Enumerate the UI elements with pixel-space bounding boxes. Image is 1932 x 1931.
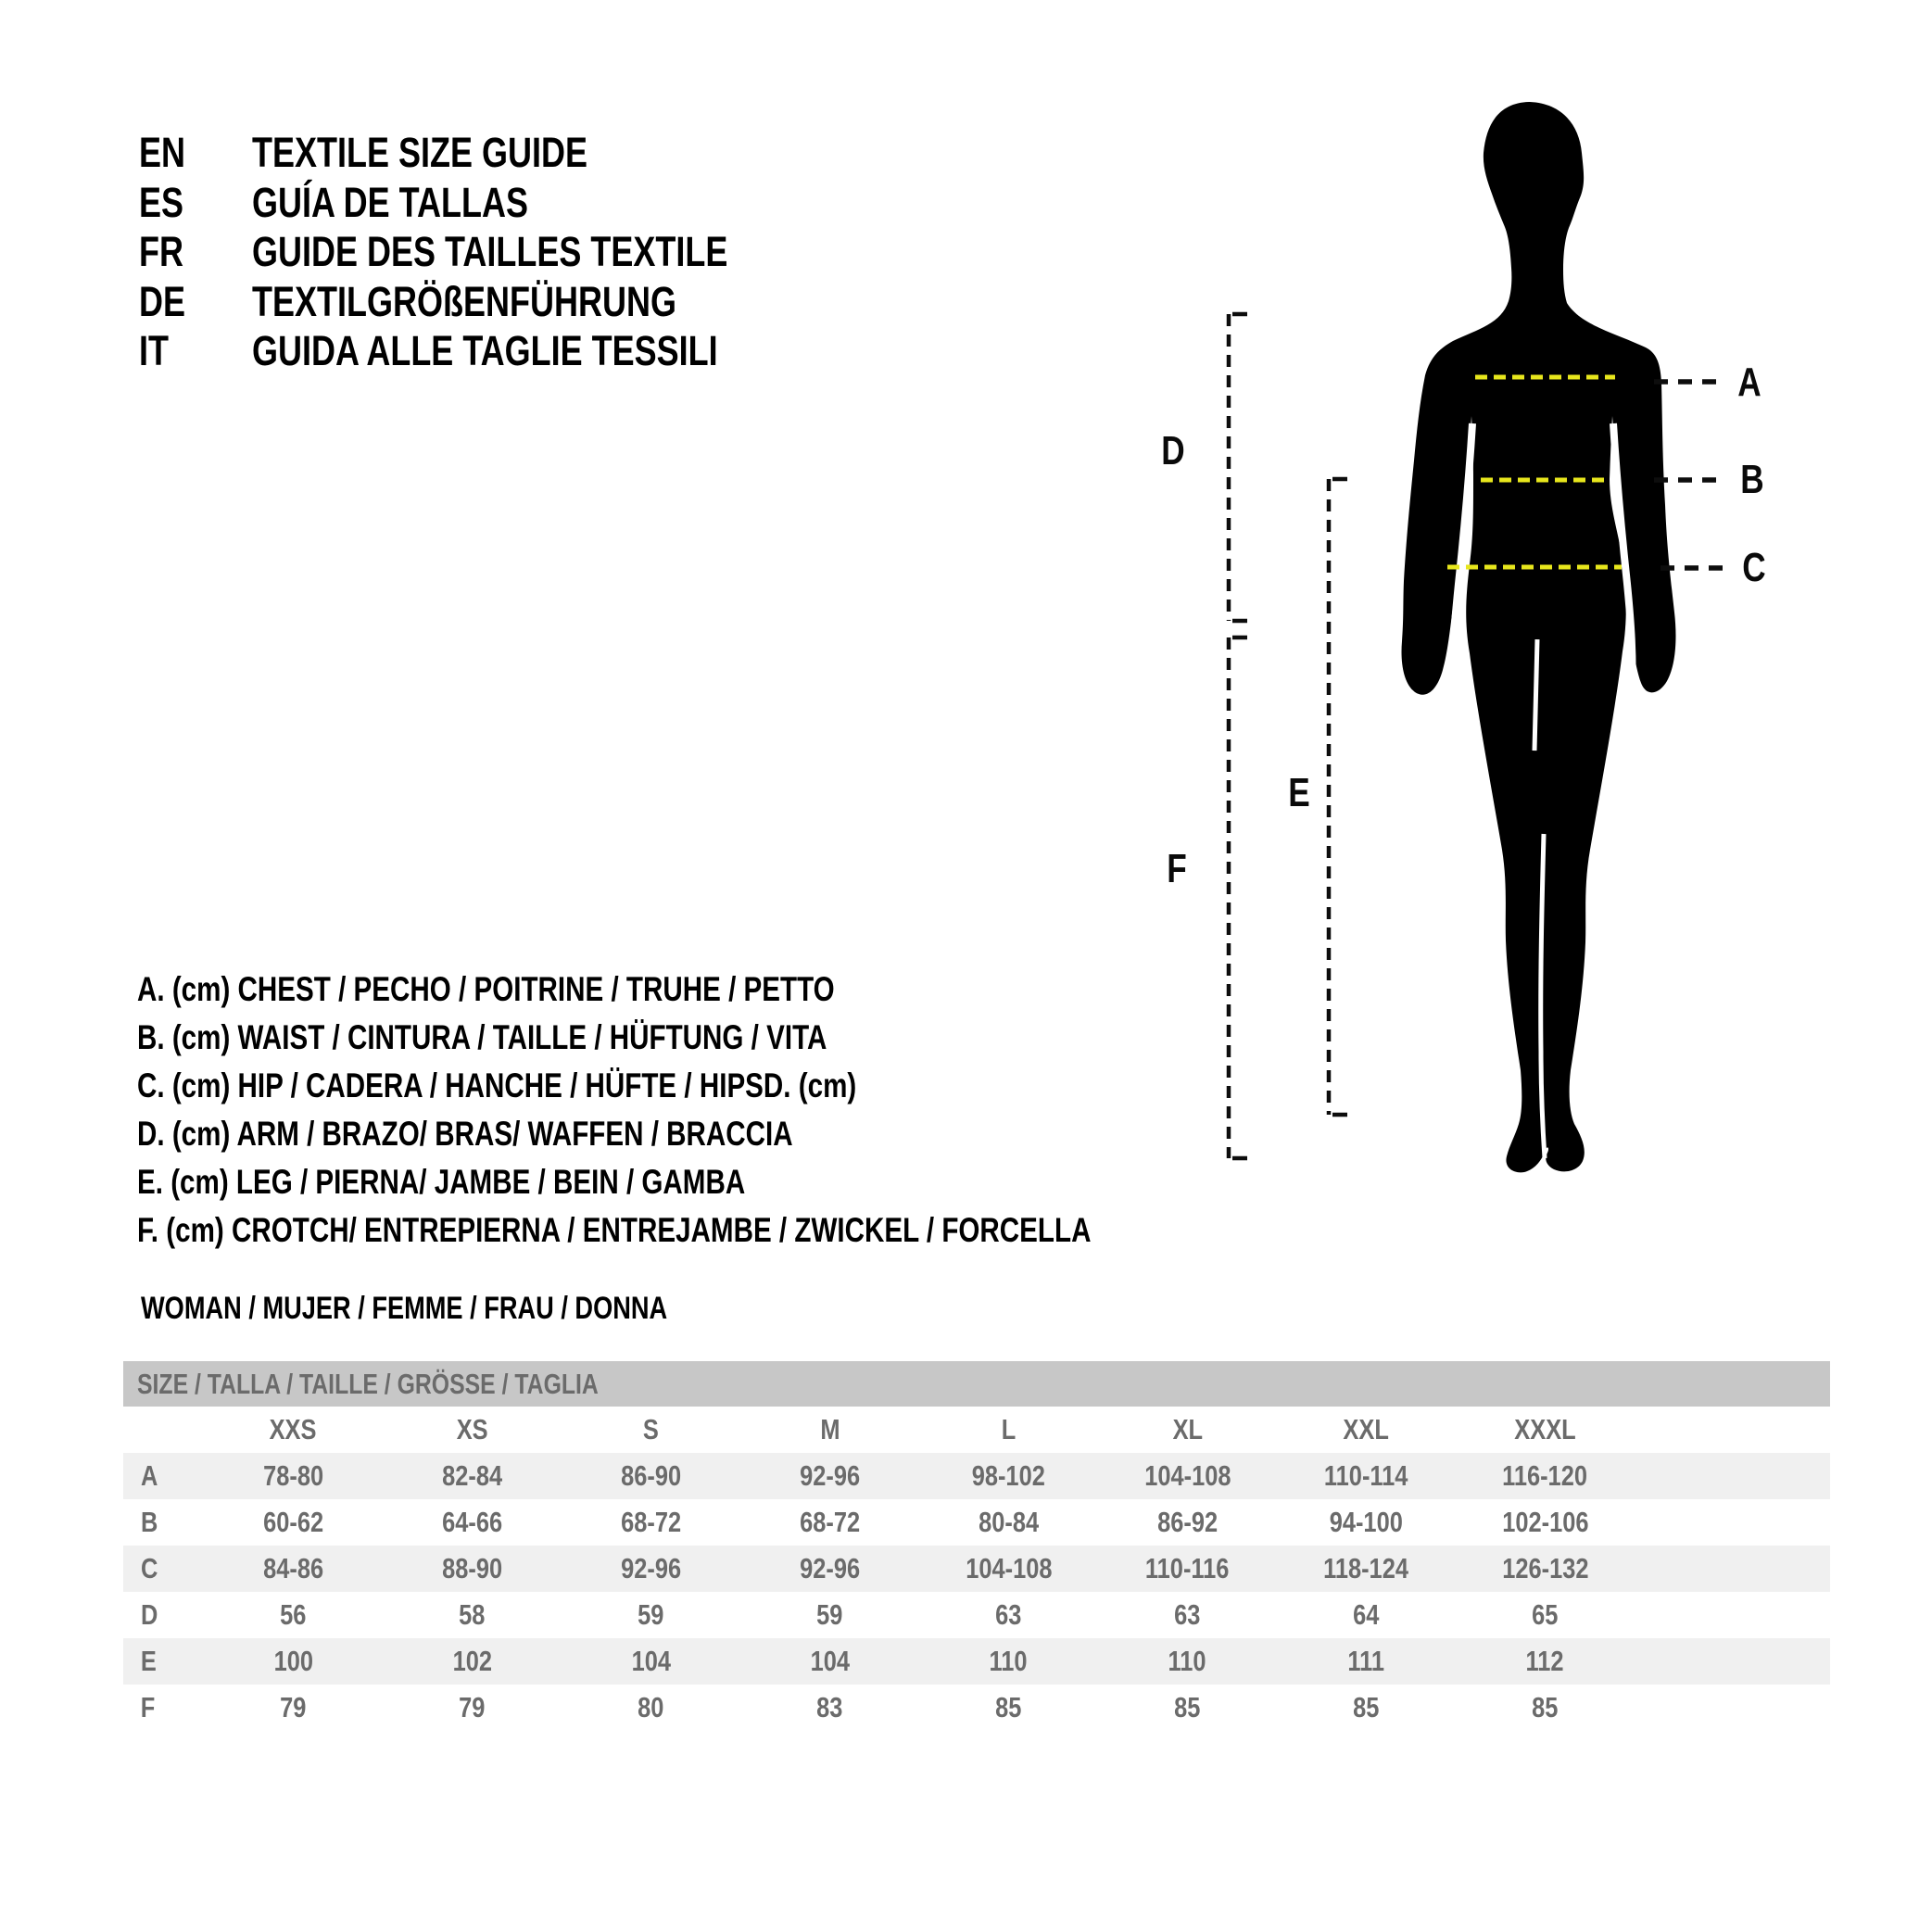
value-cell-text: 78-80 bbox=[262, 1459, 324, 1492]
table-header-band bbox=[123, 1361, 1830, 1407]
value-cell-text: 85 bbox=[995, 1691, 1022, 1723]
value-cell bbox=[562, 1592, 740, 1638]
row-label-cell-text: A bbox=[141, 1459, 158, 1492]
value-cell bbox=[204, 1499, 383, 1546]
value-cell-text: 92-96 bbox=[620, 1552, 682, 1584]
size-cell bbox=[919, 1407, 1098, 1453]
value-cell-text: 116-120 bbox=[1502, 1459, 1588, 1492]
legend-item bbox=[137, 1206, 1330, 1255]
value-cell-text: 86-92 bbox=[1156, 1506, 1219, 1538]
measure-lines-overlay bbox=[1149, 74, 1816, 1223]
value-cell-text: 102 bbox=[452, 1645, 492, 1677]
value-cell-text: 65 bbox=[1532, 1598, 1559, 1631]
row-label-cell-text: D bbox=[141, 1598, 158, 1631]
value-cell-text: 59 bbox=[638, 1598, 664, 1631]
value-cell bbox=[204, 1453, 383, 1499]
value-cell bbox=[1098, 1453, 1277, 1499]
value-cell-text: 104 bbox=[631, 1645, 671, 1677]
value-cell bbox=[204, 1638, 383, 1685]
value-cell bbox=[919, 1638, 1098, 1685]
value-cell-text: 60-62 bbox=[262, 1506, 324, 1538]
value-cell-text: 104-108 bbox=[965, 1552, 1053, 1584]
language-code: EN bbox=[139, 129, 186, 176]
section-title-text: WOMAN / MUJER / FEMME / FRAU / DONNA bbox=[141, 1291, 668, 1326]
table-row bbox=[123, 1499, 1830, 1546]
value-cell bbox=[1277, 1453, 1456, 1499]
value-cell-text: 85 bbox=[1353, 1691, 1380, 1723]
value-cell bbox=[919, 1592, 1098, 1638]
value-cell bbox=[1277, 1546, 1456, 1592]
figure-label-arm: D bbox=[1161, 428, 1185, 473]
value-cell-text: 118-124 bbox=[1323, 1552, 1409, 1584]
value-cell bbox=[204, 1546, 383, 1592]
value-cell bbox=[1277, 1638, 1456, 1685]
value-cell-text: 63 bbox=[995, 1598, 1022, 1631]
value-cell-text: 82-84 bbox=[441, 1459, 503, 1492]
figure-label-chest: A bbox=[1737, 360, 1762, 405]
value-cell-text: 100 bbox=[273, 1645, 313, 1677]
value-cell bbox=[919, 1546, 1098, 1592]
value-cell-text: 80-84 bbox=[978, 1506, 1040, 1538]
value-cell-text: 83 bbox=[816, 1691, 843, 1723]
legend-text: B. (cm) WAIST / CINTURA / TAILLE / HÜFTUNG / VITA bbox=[137, 1018, 827, 1056]
value-cell-text: 86-90 bbox=[620, 1459, 682, 1492]
value-cell bbox=[1277, 1685, 1456, 1731]
language-title: TEXTILE SIZE GUIDE bbox=[252, 129, 588, 176]
value-cell bbox=[740, 1592, 919, 1638]
figure-label-waist: B bbox=[1740, 457, 1764, 502]
value-cell bbox=[740, 1499, 919, 1546]
language-item bbox=[139, 326, 834, 376]
legend-text: C. (cm) HIP / CADERA / HANCHE / HÜFTE / HIPSD. (cm) bbox=[137, 1066, 857, 1104]
size-cell-text: S bbox=[643, 1413, 659, 1445]
value-cell bbox=[562, 1638, 740, 1685]
value-cell-text: 110 bbox=[1168, 1645, 1206, 1677]
figure-label-crotch: F bbox=[1167, 846, 1187, 891]
legend-text: F. (cm) CROTCH/ ENTREPIERNA / ENTREJAMBE / ZWICKEL / FORCELLA bbox=[137, 1211, 1092, 1249]
row-label-cell-text: C bbox=[141, 1552, 158, 1584]
value-cell-text: 111 bbox=[1347, 1645, 1385, 1677]
language-item bbox=[139, 128, 672, 178]
value-cell-text: 98-102 bbox=[971, 1459, 1046, 1492]
value-cell bbox=[740, 1685, 919, 1731]
size-cell bbox=[562, 1407, 740, 1453]
legend-item bbox=[137, 966, 1009, 1014]
legend-item bbox=[137, 1158, 897, 1206]
language-item bbox=[139, 277, 782, 327]
language-code: IT bbox=[139, 327, 169, 374]
value-cell bbox=[740, 1638, 919, 1685]
value-cell bbox=[919, 1685, 1098, 1731]
table-row bbox=[123, 1592, 1830, 1638]
value-cell bbox=[1456, 1453, 1635, 1499]
value-cell-text: 59 bbox=[816, 1598, 843, 1631]
size-cell-text: XL bbox=[1172, 1413, 1203, 1445]
value-cell-text: 68-72 bbox=[620, 1506, 682, 1538]
value-cell bbox=[1277, 1499, 1456, 1546]
value-cell bbox=[1098, 1499, 1277, 1546]
value-cell bbox=[1456, 1592, 1635, 1638]
value-cell bbox=[562, 1499, 740, 1546]
table-row bbox=[123, 1638, 1830, 1685]
value-cell bbox=[1456, 1499, 1635, 1546]
value-cell-text: 92-96 bbox=[799, 1552, 861, 1584]
value-cell-text: 64 bbox=[1353, 1598, 1380, 1631]
size-cell-text: XXXL bbox=[1514, 1413, 1576, 1445]
value-cell bbox=[562, 1546, 740, 1592]
size-header-row bbox=[123, 1407, 1830, 1453]
value-cell-text: 79 bbox=[459, 1691, 486, 1723]
size-cell-text: XXS bbox=[270, 1413, 317, 1445]
size-cell bbox=[1456, 1407, 1635, 1453]
legend-item bbox=[137, 1062, 1036, 1110]
value-cell-text: 94-100 bbox=[1329, 1506, 1404, 1538]
language-title: TEXTILGRÖßENFÜHRUNG bbox=[252, 278, 676, 325]
value-cell bbox=[1277, 1592, 1456, 1638]
value-cell bbox=[204, 1592, 383, 1638]
size-cell bbox=[1098, 1407, 1277, 1453]
value-cell bbox=[383, 1499, 562, 1546]
row-label-cell bbox=[123, 1638, 204, 1685]
value-cell-text: 92-96 bbox=[799, 1459, 861, 1492]
language-item bbox=[139, 178, 597, 228]
value-cell-text: 80 bbox=[638, 1691, 664, 1723]
size-cell-text: L bbox=[1001, 1413, 1017, 1445]
value-cell-text: 85 bbox=[1174, 1691, 1201, 1723]
legend-text: A. (cm) CHEST / PECHO / POITRINE / TRUHE / PETTO bbox=[137, 970, 835, 1008]
value-cell bbox=[740, 1453, 919, 1499]
row-label-cell-text: B bbox=[141, 1506, 158, 1538]
value-cell bbox=[383, 1453, 562, 1499]
size-table-body bbox=[123, 1407, 1830, 1731]
table-header-text: SIZE / TALLA / TAILLE / GRÖSSE / TAGLIA bbox=[137, 1368, 599, 1400]
value-cell bbox=[1456, 1546, 1635, 1592]
value-cell bbox=[1098, 1546, 1277, 1592]
size-cell-text: XS bbox=[456, 1413, 488, 1445]
row-label-cell bbox=[123, 1546, 204, 1592]
value-cell bbox=[383, 1592, 562, 1638]
figure-label-leg: E bbox=[1288, 770, 1310, 815]
row-label-cell-text: F bbox=[140, 1691, 156, 1723]
value-cell bbox=[1098, 1685, 1277, 1731]
size-cell-text: XXL bbox=[1343, 1413, 1390, 1445]
value-cell bbox=[919, 1453, 1098, 1499]
value-cell-text: 110-116 bbox=[1145, 1552, 1230, 1584]
size-table bbox=[123, 1361, 1830, 1731]
value-cell bbox=[562, 1685, 740, 1731]
value-cell bbox=[204, 1685, 383, 1731]
value-cell bbox=[919, 1499, 1098, 1546]
language-title: GUIDE DES TAILLES TEXTILE bbox=[252, 228, 728, 275]
language-code: ES bbox=[139, 179, 184, 226]
value-cell-text: 110-114 bbox=[1324, 1459, 1408, 1492]
value-cell-text: 79 bbox=[280, 1691, 307, 1723]
value-cell bbox=[1098, 1638, 1277, 1685]
size-cell bbox=[204, 1407, 383, 1453]
value-cell-text: 102-106 bbox=[1501, 1506, 1589, 1538]
legend-text: E. (cm) LEG / PIERNA/ JAMBE / BEIN / GAMBA bbox=[137, 1163, 746, 1201]
language-code: FR bbox=[139, 228, 183, 275]
row-label-cell bbox=[123, 1685, 204, 1731]
table-row bbox=[123, 1546, 1830, 1592]
value-cell bbox=[383, 1638, 562, 1685]
table-corner-cell bbox=[123, 1407, 204, 1453]
size-cell-text: M bbox=[819, 1413, 840, 1445]
value-cell bbox=[740, 1546, 919, 1592]
value-cell bbox=[1456, 1685, 1635, 1731]
legend-text: D. (cm) ARM / BRAZO/ BRAS/ WAFFEN / BRACCIA bbox=[137, 1115, 793, 1153]
value-cell bbox=[383, 1685, 562, 1731]
value-cell-text: 85 bbox=[1532, 1691, 1559, 1723]
language-code: DE bbox=[139, 278, 186, 325]
value-cell bbox=[562, 1453, 740, 1499]
row-label-cell bbox=[123, 1453, 204, 1499]
value-cell-text: 126-132 bbox=[1501, 1552, 1589, 1584]
row-label-cell bbox=[123, 1592, 204, 1638]
legend-item bbox=[137, 1110, 957, 1158]
value-cell-text: 112 bbox=[1525, 1645, 1564, 1677]
value-cell-text: 58 bbox=[459, 1598, 486, 1631]
value-cell-text: 68-72 bbox=[799, 1506, 861, 1538]
value-cell-text: 56 bbox=[280, 1598, 307, 1631]
table-row bbox=[123, 1685, 1830, 1731]
figure-label-hip: C bbox=[1742, 545, 1766, 590]
value-cell-text: 88-90 bbox=[441, 1552, 503, 1584]
value-cell-text: 64-66 bbox=[441, 1506, 503, 1538]
value-cell-text: 84-86 bbox=[262, 1552, 324, 1584]
size-cell bbox=[383, 1407, 562, 1453]
value-cell bbox=[1098, 1592, 1277, 1638]
section-title bbox=[141, 1288, 799, 1329]
value-cell bbox=[383, 1546, 562, 1592]
value-cell-text: 110 bbox=[989, 1645, 1028, 1677]
language-item bbox=[139, 227, 847, 277]
value-cell bbox=[1456, 1638, 1635, 1685]
size-cell bbox=[1277, 1407, 1456, 1453]
legend-item bbox=[137, 1014, 999, 1062]
value-cell-text: 104-108 bbox=[1143, 1459, 1231, 1492]
value-cell-text: 63 bbox=[1174, 1598, 1201, 1631]
size-cell bbox=[740, 1407, 919, 1453]
language-title: GUIDA ALLE TAGLIE TESSILI bbox=[252, 327, 718, 374]
row-label-cell bbox=[123, 1499, 204, 1546]
row-label-cell-text: E bbox=[140, 1645, 157, 1677]
language-title: GUÍA DE TALLAS bbox=[252, 179, 528, 226]
table-row bbox=[123, 1453, 1830, 1499]
value-cell-text: 104 bbox=[810, 1645, 850, 1677]
